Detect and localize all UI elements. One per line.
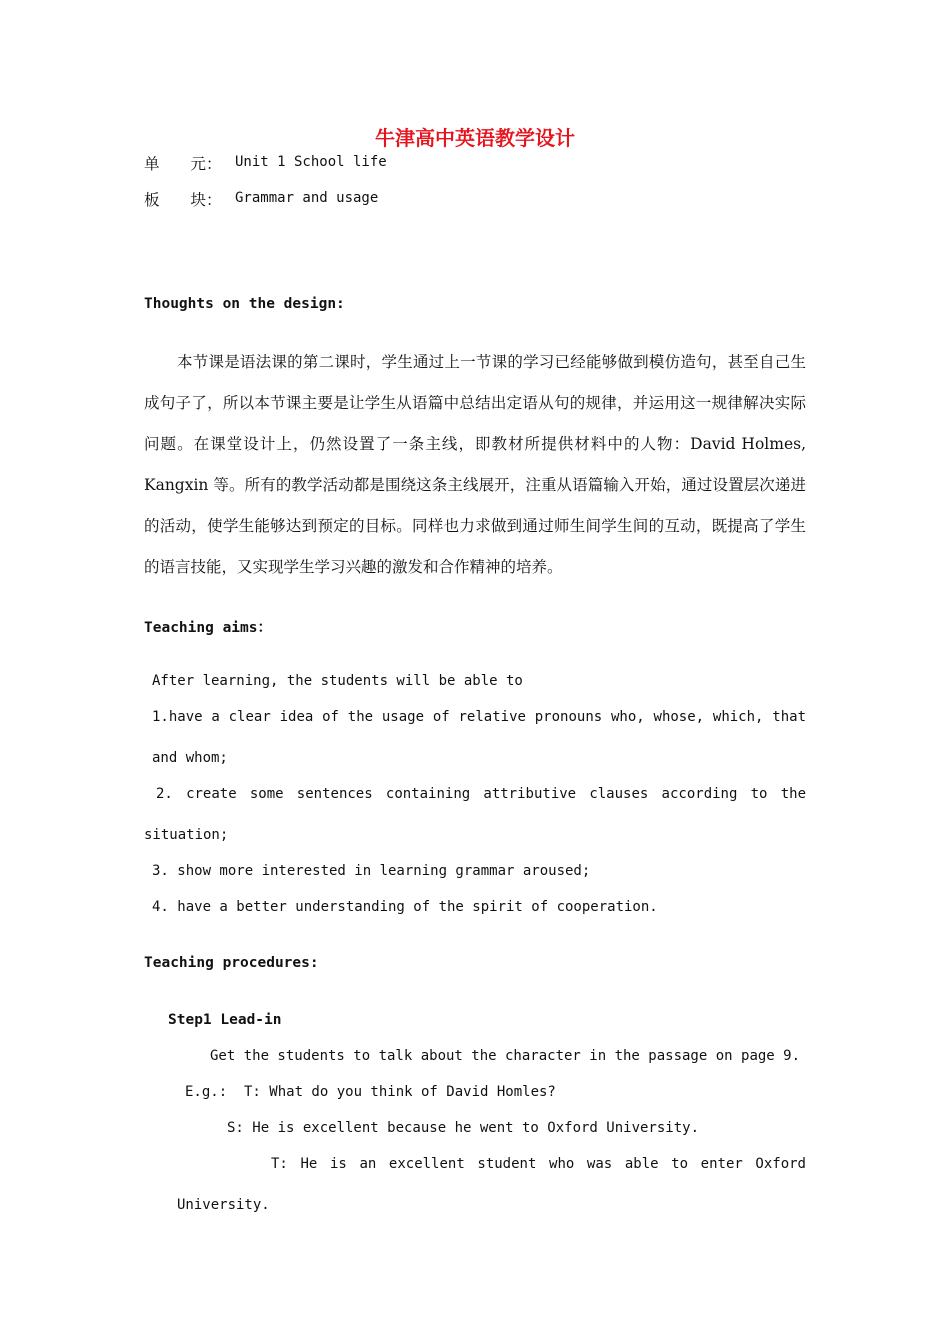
aim-item-4: 4. have a better understanding of the spirit of cooperation. xyxy=(152,899,658,915)
aims-heading: Teaching aims： xyxy=(144,620,272,636)
aim-item-1-line-1: 1.have a clear idea of the usage of relative pronouns who, whose, which, that xyxy=(152,709,806,725)
aim-item-2-line-1: 2. create some sentences containing attributive clauses according to the xyxy=(156,786,806,802)
student-line-1: S: He is excellent because he went to Oxford University. xyxy=(227,1120,700,1136)
aim-item-1-line-2: and whom; xyxy=(152,750,228,766)
unit-value: Unit 1 School life xyxy=(235,154,387,170)
teacher-line-1: T: What do you think of David Homles? xyxy=(244,1084,556,1100)
teacher-line-2-continued: University. xyxy=(177,1197,270,1213)
thoughts-paragraph: 本节课是语法课的第二课时，学生通过上一节课的学习已经能够做到模仿造句，甚至自己生成句子了，所以本节课主要是让学生从语篇中总结出定语从句的规律，并运用这一规律解决实际问题。在课堂设计上，仍然设置了一条主线，即教材所提供材料中的人物：David Holmes, Kangxin 等。所有的教学活动都是围绕这条主线展开，注重从语篇输入开始，通过设置层次递进的活动，使学生能够达到预定的目标。同样也力求做到通过师生间学生间的互动，既提高了学生的语言技能，又实现学生学习兴趣的激发和合作精神的培养。 xyxy=(144,353,806,576)
aims-intro: After learning, the students will be able to xyxy=(152,673,523,689)
example-label: E.g.: xyxy=(185,1084,228,1100)
aim-item-2-line-2: situation; xyxy=(144,827,229,843)
module-value: Grammar and usage xyxy=(235,190,379,206)
step1-instruction: Get the students to talk about the character in the passage on page 9. xyxy=(210,1048,801,1064)
module-label: 板 块： xyxy=(144,191,222,209)
unit-label: 单 元： xyxy=(144,155,222,173)
procedures-heading: Teaching procedures: xyxy=(144,955,319,971)
thoughts-heading: Thoughts on the design: xyxy=(144,296,345,312)
document-title: 牛津高中英语教学设计 xyxy=(375,126,575,150)
aim-item-3: 3. show more interested in learning grammar aroused; xyxy=(152,863,591,879)
step1-heading: Step1 Lead-in xyxy=(168,1012,282,1028)
teacher-line-2: T: He is an excellent student who was able to enter Oxford xyxy=(271,1156,806,1172)
